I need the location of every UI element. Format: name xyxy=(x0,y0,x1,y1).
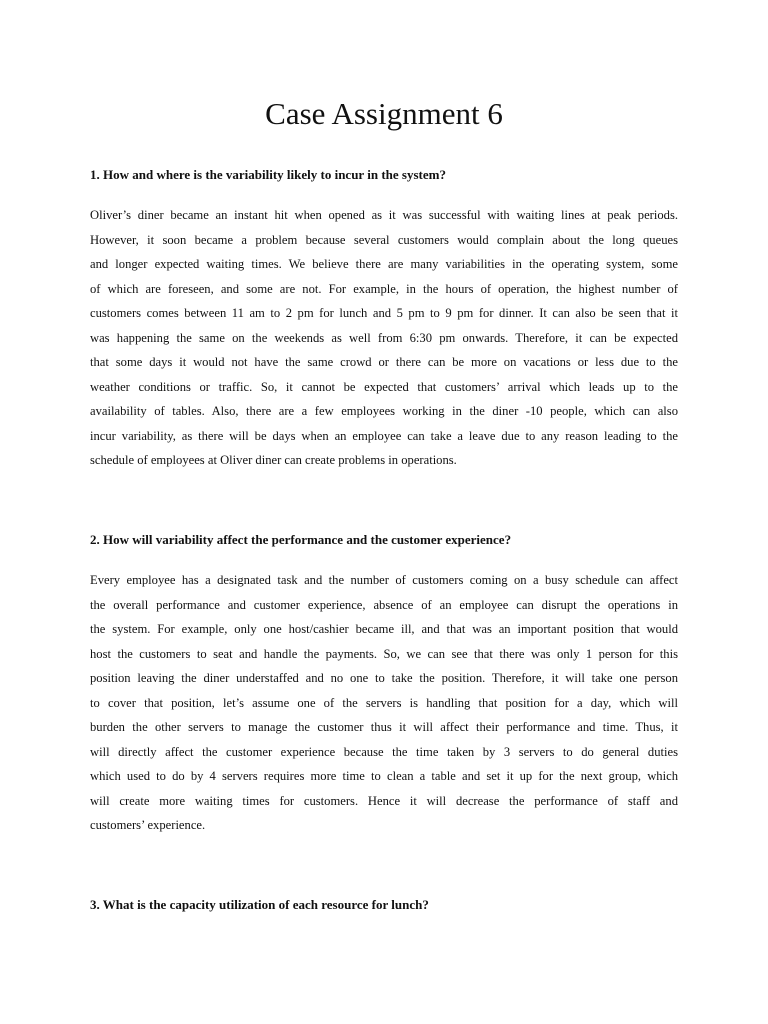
paragraph-line: However, it soon became a problem because several customers would complain about the long queues xyxy=(90,232,678,247)
paragraph-line: and longer expected waiting times. We believe there are many variabilities in the operating system, some xyxy=(90,257,678,271)
paragraph-line: schedule of employees at Oliver diner can create problems in operations. xyxy=(90,453,457,467)
paragraph-line: weather conditions or traffic. So, it cannot be expected that customers’ arrival which leads up to the xyxy=(90,379,678,394)
question-1-heading: 1. How and where is the variability likely to incur in the system? xyxy=(90,167,446,182)
paragraph-line: which used to do by 4 servers requires more time to clean a table and set it up for the next group, which xyxy=(90,769,678,783)
paragraph-line: customers comes between 11 am to 2 pm for lunch and 5 pm to 9 pm for dinner. It can also be seen that it xyxy=(90,306,678,320)
answer-2-paragraph xyxy=(90,568,678,838)
paragraph-line: of which are foreseen, and some are not. For example, in the hours of operation, the highest number of xyxy=(90,281,678,296)
paragraph-line: to cover that position, let’s assume one of the servers is handling that position for a day, which will xyxy=(90,695,678,710)
paragraph-line: burden the other servers to manage the customer thus it will affect their performance and time. Thus, it xyxy=(90,720,678,734)
paragraph-line: the overall performance and customer experience, absence of an employee can disrupt the operations in xyxy=(90,597,678,612)
paragraph-line: will create more waiting times for customers. Hence it will decrease the performance of staff and xyxy=(90,793,678,808)
paragraph-line: host the customers to seat and handle the payments. So, we can see that there was only 1 person for this xyxy=(90,646,678,661)
paragraph-line: position leaving the diner understaffed and no one to take the position. Therefore, it will take one person xyxy=(90,671,678,685)
paragraph-line: Every employee has a designated task and the number of customers coming on a busy schedule can affect xyxy=(90,573,678,587)
paragraph-line: will directly affect the customer experience because the time taken by 3 servers to do general duties xyxy=(90,744,678,759)
page-title: Case Assignment 6 xyxy=(265,96,503,131)
paragraph-line: was happening the same on the weekends as well from 6:30 pm onwards. Therefore, it can be expected xyxy=(90,330,678,345)
answer-1-paragraph xyxy=(90,203,678,473)
paragraph-line: the system. For example, only one host/cashier became ill, and that was an important position that would xyxy=(90,622,678,636)
paragraph-line: availability of tables. Also, there are a few employees working in the diner -10 people, which can also xyxy=(90,404,678,418)
question-3-heading: 3. What is the capacity utilization of each resource for lunch? xyxy=(90,897,429,912)
paragraph-line: incur variability, as there will be days when an employee can take a leave due to any reason leading to the xyxy=(90,428,678,443)
paragraph-line: Oliver’s diner became an instant hit when opened as it was successful with waiting lines at peak periods. xyxy=(90,208,678,222)
paragraph-line: customers’ experience. xyxy=(90,818,206,832)
question-2-heading: 2. How will variability affect the performance and the customer experience? xyxy=(90,532,512,547)
paragraph-line: that some days it would not have the same crowd or there can be more on vacations or less due to the xyxy=(90,355,678,369)
